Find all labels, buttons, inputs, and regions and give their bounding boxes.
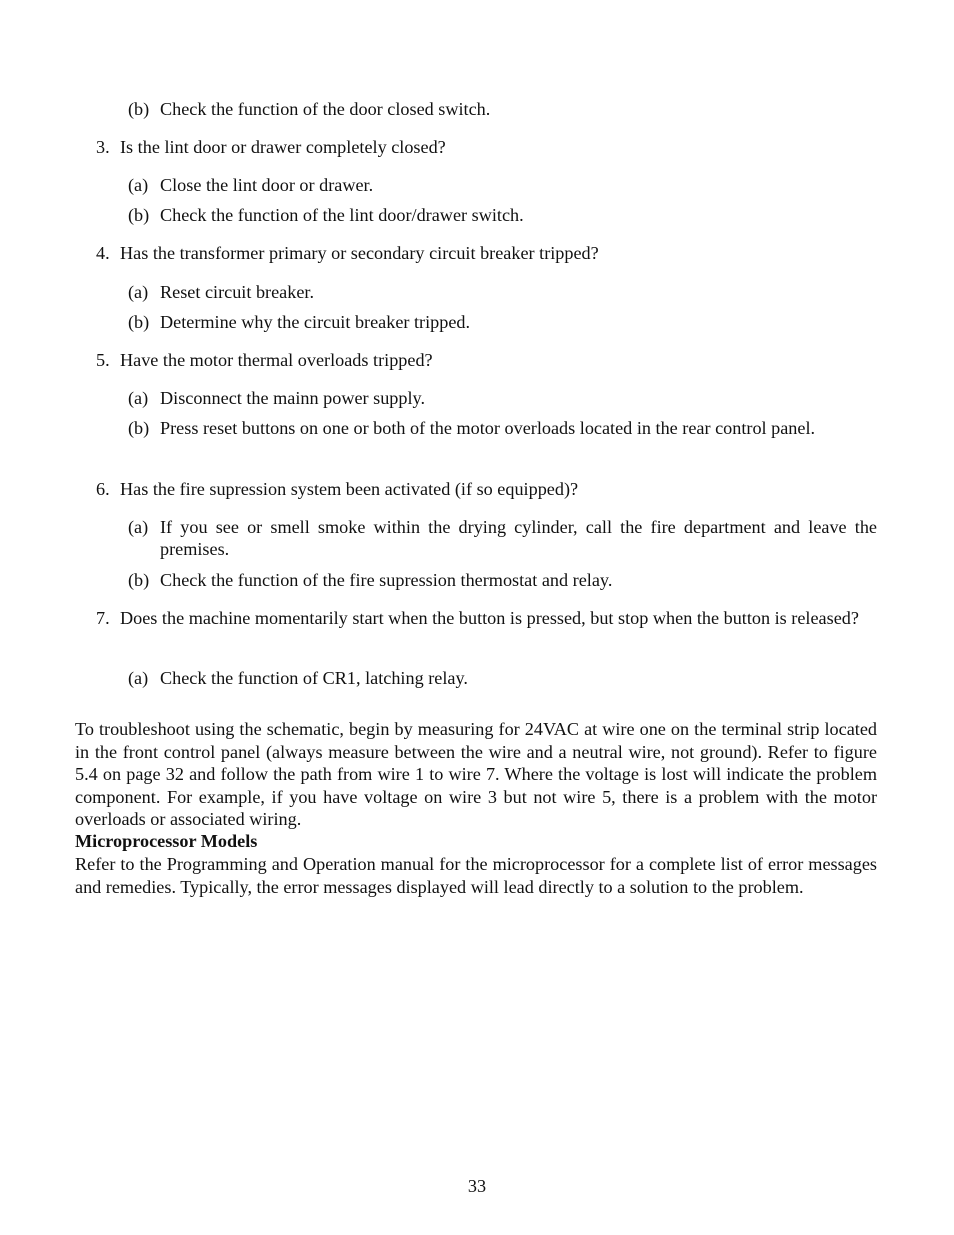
list-marker: (b) [128,418,150,438]
list-item-text: Press reset buttons on one or both of the motor overloads located in the rear control panel. [160,418,816,438]
list-marker: (b) [128,312,150,332]
list-number: 3. [96,137,110,157]
list-item-text: Does the machine momentarily start when the button is pressed, but stop when the button is released? [120,608,859,628]
list-item-text: Check the function of the lint door/drawer switch. [160,205,524,225]
list-marker: (a) [128,388,149,408]
list-item-text: Check the function of the fire supression thermostat and relay. [160,570,613,590]
list-item-text: If you see or smell smoke within the drying cylinder, call the fire department and leave the premises. [160,517,877,560]
body-paragraph: To troubleshoot using the schematic, begin by measuring for 24VAC at wire one on the terminal strip located in the front control panel (always measure between the wire and a neutral wire, not ground). Refer to figure 5.4 on page 32 and follow the path from wire 1 to wire 7. Where the voltage is lost will indicate the problem component. For example, if you have voltage on wire 3 but not wire 5, there is a problem with the motor overloads or associated wiring. [75,719,877,830]
list-number: 7. [96,608,110,628]
list-marker: (b) [128,570,150,590]
list-item-text: Check the function of the door closed switch. [160,99,491,119]
list-marker: (b) [128,205,150,225]
list-marker: (a) [128,668,149,688]
list-number: 4. [96,243,110,263]
list-number: 5. [96,350,110,370]
list-marker: (a) [128,175,149,195]
list-item-text: Close the lint door or drawer. [160,175,374,195]
list-item-text: Has the transformer primary or secondary circuit breaker tripped? [120,243,599,263]
list-item-text: Check the function of CR1, latching relay. [160,668,468,688]
list-marker: (a) [128,282,149,302]
section-heading: Microprocessor Models [75,831,258,851]
list-item-text: Is the lint door or drawer completely closed? [120,137,446,157]
body-paragraph: Refer to the Programming and Operation manual for the microprocessor for a complete list of error messages and remedies. Typically, the error messages displayed will lead directly to a solution to the problem. [75,854,877,897]
list-marker: (b) [128,99,150,119]
list-number: 6. [96,479,110,499]
list-item-text: Reset circuit breaker. [160,282,315,302]
list-item-text: Determine why the circuit breaker tripped. [160,312,471,332]
page-number: 33 [467,1176,487,1196]
list-item-text: Have the motor thermal overloads tripped? [120,350,433,370]
list-item-text: Disconnect the mainn power supply. [160,388,426,408]
list-item-text: Has the fire supression system been activated (if so equipped)? [120,479,579,499]
list-marker: (a) [128,517,149,537]
